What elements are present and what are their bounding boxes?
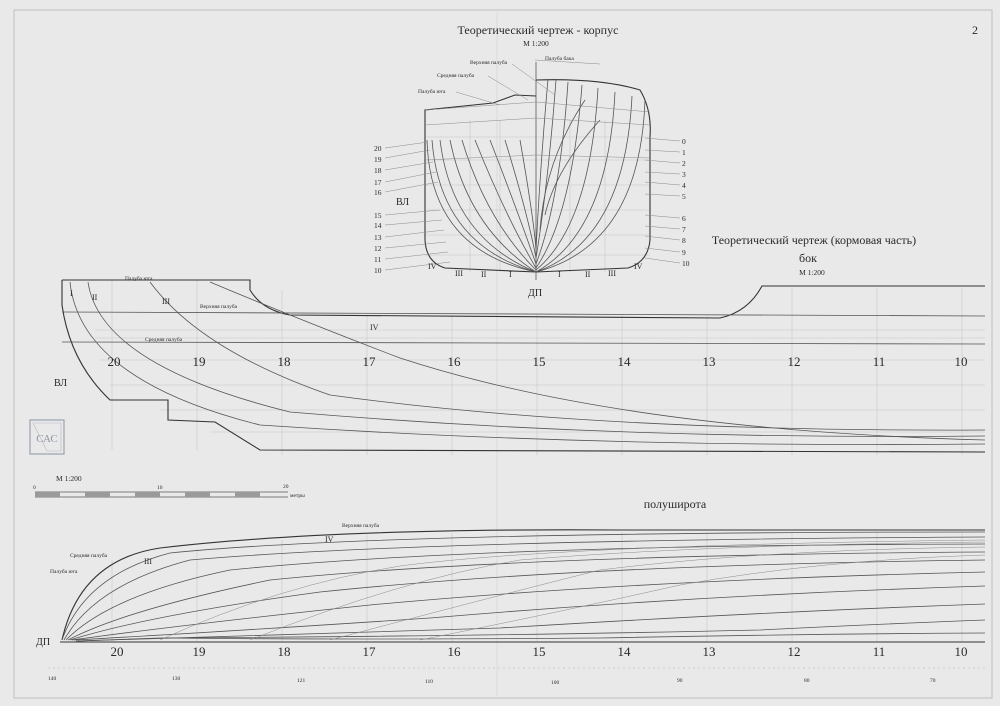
hb-deck-label-middle: Средняя палуба [70, 553, 108, 559]
side-view-scale: М 1:200 [799, 268, 825, 277]
bp-buttock-right: II [585, 270, 591, 279]
hb-station-number: 17 [362, 644, 376, 659]
bp-deck-label-poop: Палуба юта [418, 89, 446, 95]
hb-station-number: 15 [532, 644, 546, 659]
bp-buttock-left: II [481, 270, 487, 279]
bp-aft-num: 16 [374, 188, 382, 197]
bp-aft-num: 13 [374, 233, 382, 242]
bp-fwd-num: 5 [682, 192, 686, 201]
bp-buttock-left: I [509, 270, 512, 279]
side-view [54, 275, 985, 455]
logo-stamp [30, 420, 64, 454]
sheet-title: Теоретический чертеж - корпус [457, 23, 619, 37]
side-station-number: 11 [872, 354, 886, 369]
side-station-number: 12 [787, 354, 801, 369]
bp-deck-label-middle: Средняя палуба [437, 73, 475, 79]
side-deck-label-middle: Средняя палуба [145, 337, 183, 343]
hb-station-number: 12 [787, 644, 801, 659]
bp-deck-label-forecastle: Палуба бака [545, 56, 574, 62]
side-deck-label-upper: Верхняя палуба [200, 304, 238, 310]
scale-tick-10: 10 [157, 485, 163, 491]
hb-deck-label-upper: Верхняя палуба [342, 523, 380, 529]
frame-number: 121 [297, 678, 306, 684]
side-station-number: 19 [192, 354, 206, 369]
bp-buttock-right: IV [634, 262, 643, 271]
page-number: 2 [972, 23, 978, 37]
side-station-number: 15 [532, 354, 546, 369]
hb-station-number: 13 [702, 644, 716, 659]
half-breadth-plan [36, 522, 985, 686]
bp-fwd-num: 0 [682, 137, 686, 146]
side-station-number: 18 [277, 354, 291, 369]
bp-aft-num: 12 [374, 244, 382, 253]
scale-tick-20: 20 [283, 484, 289, 490]
hb-station-number: 14 [617, 644, 631, 659]
hb-station-number: 20 [110, 644, 124, 659]
side-station-number: 14 [617, 354, 631, 369]
sheet-title-scale: М 1:200 [523, 39, 549, 48]
bp-fwd-num: 4 [682, 181, 686, 190]
side-station-number: 16 [447, 354, 461, 369]
hb-centerline-label: ДП [36, 637, 51, 648]
bp-aft-num: 15 [374, 211, 382, 220]
scale-bar-label: М 1:200 [56, 474, 82, 483]
bp-fwd-num: 7 [682, 225, 686, 234]
bp-aft-num: 11 [374, 255, 382, 264]
bp-buttock-left: III [455, 269, 463, 278]
frame-number: 80 [804, 678, 810, 684]
side-buttock: IV [370, 323, 379, 332]
bp-aft-num: 10 [374, 266, 382, 275]
hb-station-number: 19 [192, 644, 206, 659]
bp-fwd-num: 3 [682, 170, 686, 179]
hb-buttock: III [144, 557, 152, 566]
bp-buttock-left: IV [428, 262, 437, 271]
bp-aft-num: 17 [374, 178, 382, 187]
side-buttock: I [70, 289, 73, 298]
logo-text: САС [36, 433, 58, 445]
halfbreadth-label: полуширота [643, 497, 707, 511]
bp-aft-num: 19 [374, 155, 382, 164]
hb-station-number: 10 [954, 644, 968, 659]
side-deck-label-poop: Палуба юта [125, 276, 153, 282]
hb-deck-label-poop: Палуба юта [50, 569, 78, 575]
bp-fwd-num: 9 [682, 248, 686, 257]
hb-station-number: 18 [277, 644, 291, 659]
side-station-number: 13 [702, 354, 716, 369]
stern-title: Теоретический чертеж (кормовая часть) [711, 233, 917, 247]
bp-centerline-label: ДП [528, 288, 543, 299]
frame-number: 90 [677, 678, 683, 684]
side-station-number: 17 [362, 354, 376, 369]
side-buttock: II [92, 293, 98, 302]
frame-number: 100 [551, 680, 560, 686]
scale-bar [33, 474, 305, 499]
frame-number: 70 [930, 678, 936, 684]
bp-buttock-right: III [608, 269, 616, 278]
bp-fwd-num: 2 [682, 159, 686, 168]
bp-fwd-num: 6 [682, 214, 686, 223]
scale-bar-unit: метры [290, 493, 305, 499]
side-station-number: 10 [954, 354, 968, 369]
bp-deck-label-upper: Верхняя палуба [470, 60, 508, 66]
side-buttock: III [162, 297, 170, 306]
side-view-label: бок [799, 251, 817, 265]
hb-station-number: 11 [872, 644, 886, 659]
hb-station-number: 16 [447, 644, 461, 659]
bp-buttock-right: I [558, 270, 561, 279]
bp-fwd-num: 1 [682, 148, 686, 157]
frame-number: 140 [48, 676, 57, 682]
side-station-number: 20 [107, 354, 121, 369]
frame-number: 130 [172, 676, 181, 682]
bp-fwd-num: 8 [682, 236, 686, 245]
body-plan [374, 55, 690, 299]
bp-aft-num: 18 [374, 166, 382, 175]
bp-fwd-num: 10 [682, 259, 690, 268]
frame-number: 110 [425, 679, 434, 685]
side-waterline-label: ВЛ [54, 378, 68, 389]
scale-tick-0: 0 [33, 485, 36, 491]
bp-waterline-label: ВЛ [396, 197, 410, 208]
bp-aft-num: 14 [374, 221, 382, 230]
bp-aft-num: 20 [374, 144, 382, 153]
hb-buttock: IV [325, 535, 334, 544]
